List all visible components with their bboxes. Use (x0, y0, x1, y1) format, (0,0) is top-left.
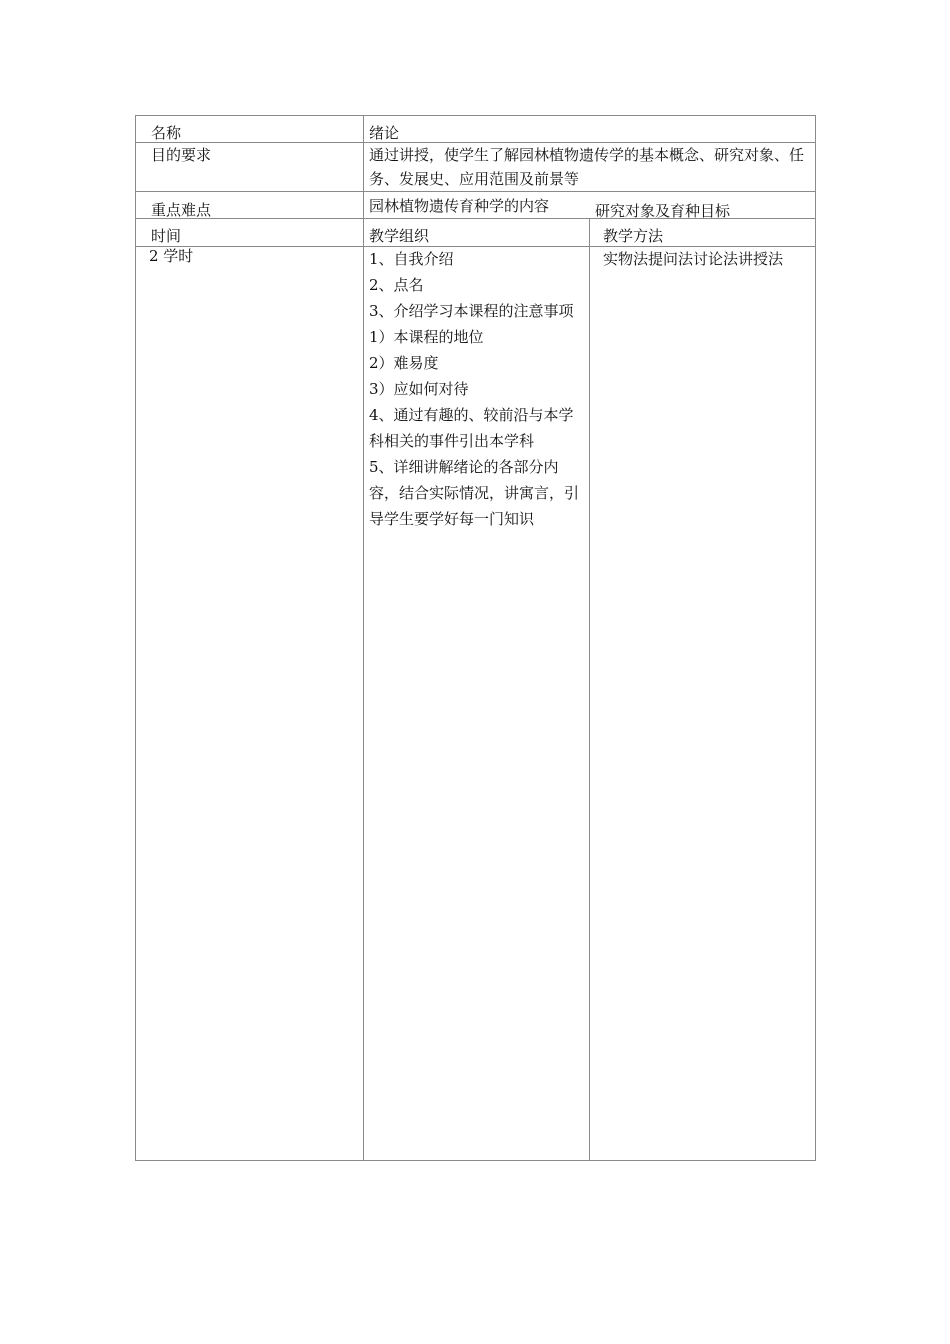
key-points-objective: 研究对象及育种目标 (595, 202, 731, 220)
organization-item-3: 3、介绍学习本课程的注意事项 (369, 302, 574, 320)
organization-item-1: 1、自我介绍 (369, 250, 454, 268)
purpose-value: 通过讲授，使学生了解园林植物遗传学的基本概念、研究对象、任务、发展史、应用范围及前景等 (369, 146, 805, 188)
methods-header: 教学方法 (603, 227, 664, 245)
lesson-plan-table (135, 115, 816, 1161)
organization-item-2: 2、点名 (369, 276, 424, 294)
time-value: 2 学时 (149, 247, 194, 265)
organization-item-4: 1）本课程的地位 (369, 328, 484, 346)
organization-item-6: 3）应如何对待 (369, 380, 469, 398)
organization-item-5: 2）难易度 (369, 354, 439, 372)
purpose-label: 目的要求 (151, 146, 212, 164)
name-label: 名称 (151, 124, 182, 142)
key-points-content: 园林植物遗传育种学的内容 (369, 197, 550, 215)
organization-list (369, 246, 579, 532)
organization-header: 教学组织 (369, 227, 430, 245)
key-points-label: 重点难点 (151, 201, 212, 219)
row-divider-2 (136, 191, 815, 192)
name-value: 绪论 (369, 124, 400, 142)
key-points-content-cell (369, 194, 584, 218)
column-divider-1 (363, 116, 364, 1160)
time-header: 时间 (151, 227, 182, 245)
organization-item-7: 4、通过有趣的、较前沿与本学科相关的事件引出本学科 (369, 406, 574, 450)
organization-item-8: 5、详细讲解绪论的各部分内容，结合实际情况，讲寓言，引导学生要学好每一门知识 (369, 458, 580, 528)
methods-value: 实物法提问法讨论法讲授法 (603, 250, 784, 268)
column-divider-2 (589, 218, 590, 1160)
